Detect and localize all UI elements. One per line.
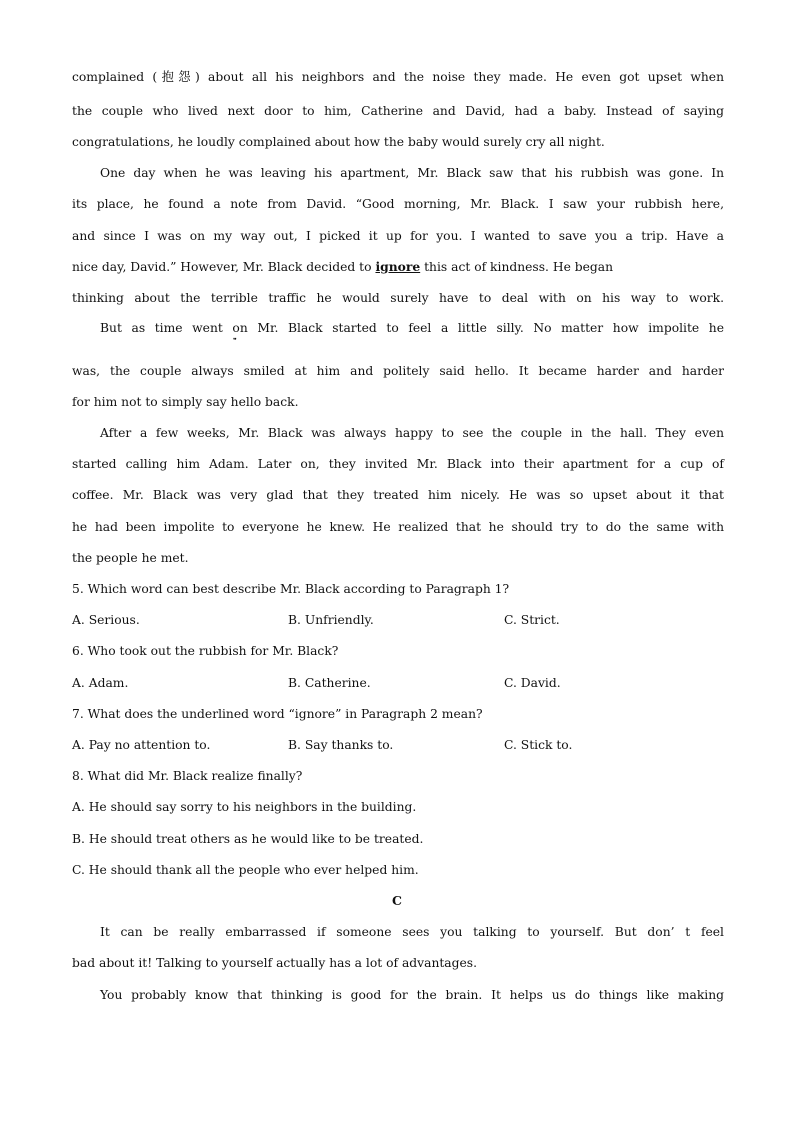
paragraph-line: bad about it! Talking to yourself actually has a lot of advantages. bbox=[72, 956, 477, 970]
paragraph-line: for him not to simply say hello back. bbox=[72, 395, 299, 409]
option-a: A. Serious. bbox=[72, 613, 140, 627]
paragraph-line: It can be really embarrassed if someone sees you talking to yourself. But don’ t feel bbox=[100, 925, 724, 939]
paragraph-line: he had been impolite to everyone he knew. He realized that he should try to do the same with bbox=[72, 520, 724, 534]
option-c: C. Stick to. bbox=[504, 738, 573, 752]
question-stem: 8. What did Mr. Black realize finally? bbox=[72, 769, 303, 783]
option-c: C. He should thank all the people who ever helped him. bbox=[72, 863, 419, 877]
stray-mark: ❞ bbox=[233, 337, 237, 345]
paragraph-line: started calling him Adam. Later on, they invited Mr. Black into their apartment for a cup of bbox=[72, 457, 724, 471]
paragraph-line: congratulations, he loudly complained about how the baby would surely cry all night. bbox=[72, 135, 605, 149]
option-c: C. David. bbox=[504, 676, 561, 690]
paragraph-line: was, the couple always smiled at him and politely said hello. It became harder and harder bbox=[72, 364, 724, 378]
option-b: B. Say thanks to. bbox=[288, 738, 394, 752]
option-b: B. Catherine. bbox=[288, 676, 371, 690]
paragraph-line: thinking about the terrible traffic he would surely have to deal with on his way to work. bbox=[72, 291, 724, 305]
option-b: B. Unfriendly. bbox=[288, 613, 374, 627]
paragraph-line: and since I was on my way out, I picked it up for you. I wanted to save you a trip. Have a bbox=[72, 229, 724, 243]
paragraph-line: After a few weeks, Mr. Black was always happy to see the couple in the hall. They even bbox=[100, 426, 724, 440]
paragraph-line: the people he met. bbox=[72, 551, 189, 565]
paragraph-line: coffee. Mr. Black was very glad that they treated him nicely. He was so upset about it that bbox=[72, 488, 724, 502]
option-a: A. Adam. bbox=[72, 676, 129, 690]
option-a: A. Pay no attention to. bbox=[72, 738, 211, 752]
paragraph-line: You probably know that thinking is good for the brain. It helps us do things like making bbox=[100, 988, 724, 1002]
paragraph-line: its place, he found a note from David. “Good morning, Mr. Black. I saw your rubbish here, bbox=[72, 197, 724, 211]
paragraph-line bbox=[72, 259, 724, 275]
question-stem: 7. What does the underlined word “ignore” in Paragraph 2 mean? bbox=[72, 707, 483, 721]
paragraph-line: the couple who lived next door to him, Catherine and David, had a baby. Instead of saying bbox=[72, 104, 724, 118]
section-heading: C bbox=[392, 893, 402, 908]
text-segment: nice day, David.” However, Mr. Black decided to bbox=[72, 260, 372, 274]
paragraph-line: But as time went on Mr. Black started to feel a little silly. No matter how impolite he bbox=[100, 321, 724, 335]
question-stem: 5. Which word can best describe Mr. Black according to Paragraph 1? bbox=[72, 582, 510, 596]
underlined-word: ignore bbox=[375, 259, 421, 274]
option-b: B. He should treat others as he would like to be treated. bbox=[72, 832, 424, 846]
option-a: A. He should say sorry to his neighbors in the building. bbox=[72, 800, 417, 814]
paragraph-line: complained (抱怨) about all his neighbors and the noise they made. He even got upset when bbox=[72, 70, 724, 84]
paragraph-line: One day when he was leaving his apartment, Mr. Black saw that his rubbish was gone. In bbox=[100, 166, 724, 180]
text-segment: this act of kindness. He began bbox=[424, 260, 614, 274]
option-c: C. Strict. bbox=[504, 613, 560, 627]
question-stem: 6. Who took out the rubbish for Mr. Black? bbox=[72, 644, 339, 658]
